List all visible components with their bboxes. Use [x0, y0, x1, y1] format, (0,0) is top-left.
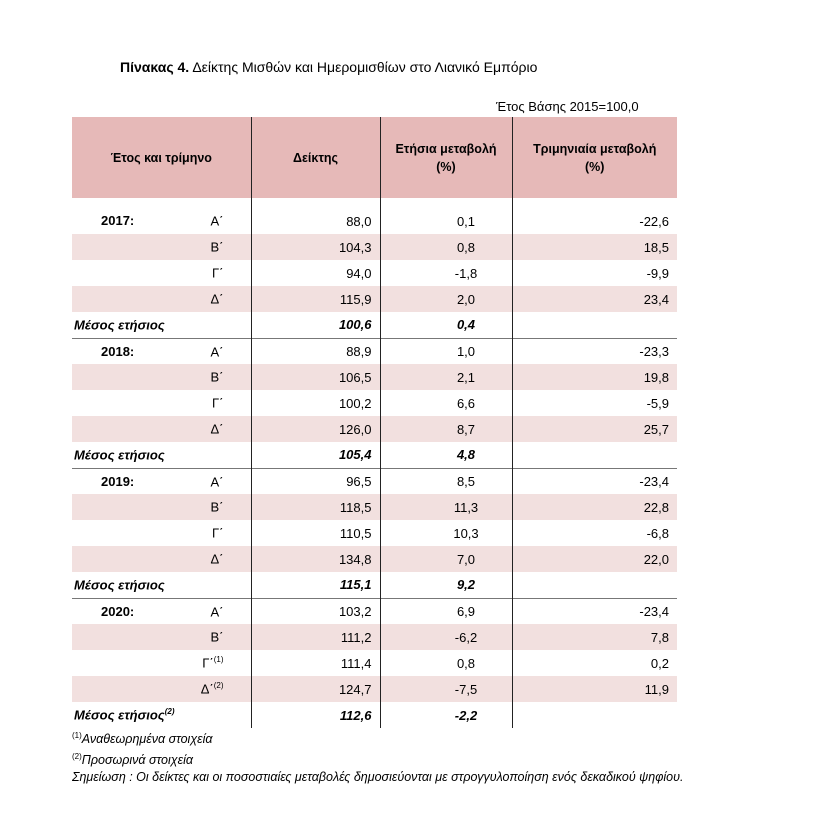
annual-change-cell: -7,5: [380, 676, 512, 702]
avg-index-cell: 100,6: [251, 312, 380, 338]
index-cell: 88,0: [251, 208, 380, 234]
quarter-label: [210, 421, 223, 436]
quarterly-change-cell: 0,2: [512, 650, 677, 676]
quarter-text: Α΄: [210, 603, 224, 619]
year-quarter-wrap: [80, 655, 243, 670]
index-cell: 104,3: [251, 234, 380, 260]
footnote-provisional: [72, 748, 683, 769]
quarter-text: Α΄: [210, 213, 224, 229]
year-quarter-wrap: [80, 369, 243, 384]
annual-average-footnote: (2): [164, 707, 175, 717]
annual-change-cell: 0,1: [380, 208, 512, 234]
annual-change-cell: 2,0: [380, 286, 512, 312]
table-row: [72, 494, 677, 520]
table-title: [120, 59, 537, 75]
footnote-revised-marker: (1): [72, 731, 82, 740]
header-quarterly-change-line1: Τριμηνιαία μεταβολή: [533, 141, 657, 156]
annual-change-cell: 0,8: [380, 234, 512, 260]
year-quarter-wrap: [80, 265, 243, 280]
quarterly-change-cell: 23,4: [512, 286, 677, 312]
quarterly-change-cell: -23,4: [512, 598, 677, 624]
annual-average-text: Μέσος ετήσιος: [74, 577, 165, 593]
year-label: 2018:: [101, 343, 135, 359]
avg-index-cell: 115,1: [251, 572, 380, 598]
quarterly-change-cell: -23,4: [512, 468, 677, 494]
index-cell: 134,8: [251, 546, 380, 572]
index-cell: 111,2: [251, 624, 380, 650]
quarter-label: [211, 604, 224, 619]
annual-change-cell: -6,2: [380, 624, 512, 650]
annual-change-cell: 6,6: [380, 390, 512, 416]
year-quarter-cell: [72, 234, 251, 260]
index-cell: 100,2: [251, 390, 380, 416]
quarterly-change-cell: -23,3: [512, 338, 677, 364]
year-quarter-wrap: [80, 213, 243, 228]
avg-annual-change-cell: -2,2: [380, 702, 512, 728]
quarter-text: Δ΄: [210, 291, 224, 307]
year-quarter-wrap: [80, 421, 243, 436]
quarterly-change-cell: 19,8: [512, 364, 677, 390]
rounding-note: Σημείωση : Οι δείκτες και οι ποσοστιαίες μεταβολές δημοσιεύονται με στρογγυλοποίηση ενός δεκαδικού ψηφίου.: [72, 770, 684, 785]
table-row: [72, 338, 677, 364]
year-quarter-cell: [72, 468, 251, 494]
quarterly-change-cell: 22,0: [512, 546, 677, 572]
table-row: [72, 624, 677, 650]
quarter-label: [212, 265, 224, 280]
annual-change-cell: 6,9: [380, 598, 512, 624]
table-row: [72, 520, 677, 546]
year-quarter-wrap: [80, 629, 243, 644]
quarter-text: Β΄: [210, 629, 224, 645]
annual-change-cell: 7,0: [380, 546, 512, 572]
annual-average-row: [72, 702, 677, 728]
year-quarter-cell: [72, 364, 251, 390]
annual-average-text: Μέσος ετήσιος: [74, 707, 165, 723]
table-caption: Δείκτης Μισθών και Ημερομισθίων στο Λιανικό Εμπόριο: [192, 59, 538, 75]
quarterly-change-cell: -6,8: [512, 520, 677, 546]
quarter-text: Β΄: [210, 369, 224, 385]
year-quarter-wrap: [80, 291, 243, 306]
table-row: [72, 208, 677, 234]
header-index: Δείκτης: [251, 117, 380, 198]
quarter-label: [211, 213, 224, 228]
quarter-label: [201, 681, 224, 696]
table-row: [72, 364, 677, 390]
footnote-revised: [72, 727, 683, 748]
year-quarter-cell: [72, 520, 251, 546]
header-annual-change: [380, 117, 512, 198]
table-row: [72, 390, 677, 416]
year-label: 2020:: [101, 603, 135, 619]
footnote-provisional-marker: (2): [72, 752, 82, 762]
year-quarter-wrap: [80, 239, 243, 254]
header-quarterly-change-line2: (%): [585, 159, 605, 174]
footnotes: [72, 727, 683, 786]
quarter-text: Δ΄: [210, 551, 224, 567]
year-quarter-cell: [72, 598, 251, 624]
quarter-text: Γ΄: [212, 525, 224, 541]
year-quarter-wrap: [80, 604, 243, 619]
quarter-label: [211, 474, 224, 489]
avg-annual-change-cell: 4,8: [380, 442, 512, 468]
header-quarterly-change: [512, 117, 677, 198]
year-quarter-wrap: [80, 474, 243, 489]
avg-annual-change-cell: 0,4: [380, 312, 512, 338]
avg-index-cell: 105,4: [251, 442, 380, 468]
quarter-text: Α΄: [210, 473, 224, 489]
quarter-label: [211, 344, 224, 359]
quarter-text: Δ΄: [210, 421, 224, 437]
footnote-revised-text: Αναθεωρημένα στοιχεία: [81, 732, 213, 747]
index-cell: 103,2: [251, 598, 380, 624]
quarterly-change-cell: -9,9: [512, 260, 677, 286]
year-quarter-wrap: [80, 525, 243, 540]
annual-average-label: [72, 572, 251, 598]
quarterly-change-cell: 7,8: [512, 624, 677, 650]
year-quarter-wrap: [80, 344, 243, 359]
year-quarter-wrap: [80, 551, 243, 566]
quarterly-change-cell: -5,9: [512, 390, 677, 416]
index-cell: 118,5: [251, 494, 380, 520]
table-row: [72, 546, 677, 572]
quarter-label: [211, 629, 224, 644]
index-cell: 106,5: [251, 364, 380, 390]
table-body: [72, 198, 677, 728]
index-cell: 126,0: [251, 416, 380, 442]
index-cell: 110,5: [251, 520, 380, 546]
annual-average-row: [72, 312, 677, 338]
wage-index-table: [72, 117, 677, 728]
annual-average-text: Μέσος ετήσιος: [74, 317, 165, 333]
table-number: Πίνακας 4.: [120, 59, 190, 75]
avg-quarterly-change-cell: [512, 312, 677, 338]
year-quarter-cell: [72, 338, 251, 364]
year-quarter-cell: [72, 650, 251, 676]
annual-change-cell: 11,3: [380, 494, 512, 520]
quarter-text: Γ΄: [212, 395, 224, 411]
annual-average-row: [72, 572, 677, 598]
index-cell: 94,0: [251, 260, 380, 286]
avg-quarterly-change-cell: [512, 442, 677, 468]
header-annual-change-line1: Ετήσια μεταβολή: [395, 141, 497, 156]
year-quarter-cell: [72, 390, 251, 416]
year-quarter-wrap: [80, 395, 243, 410]
quarter-label: [211, 499, 224, 514]
avg-quarterly-change-cell: [512, 702, 677, 728]
quarter-label: [210, 551, 223, 566]
table-row: [72, 286, 677, 312]
quarter-text: Β΄: [210, 499, 224, 515]
index-cell: 115,9: [251, 286, 380, 312]
annual-change-cell: 2,1: [380, 364, 512, 390]
quarter-text: Γ΄: [202, 655, 214, 671]
table-row: [72, 676, 677, 702]
quarter-text: Γ΄: [212, 265, 224, 281]
index-cell: 88,9: [251, 338, 380, 364]
quarter-label: [211, 239, 224, 254]
annual-average-label: [72, 312, 251, 338]
quarterly-change-cell: -22,6: [512, 208, 677, 234]
avg-annual-change-cell: 9,2: [380, 572, 512, 598]
annual-average-label: [72, 702, 251, 728]
spacer-row: [72, 198, 677, 208]
quarter-label: [202, 655, 223, 670]
year-quarter-cell: [72, 676, 251, 702]
quarterly-change-cell: 18,5: [512, 234, 677, 260]
year-quarter-cell: [72, 286, 251, 312]
annual-change-cell: 0,8: [380, 650, 512, 676]
table-row: [72, 260, 677, 286]
annual-average-row: [72, 442, 677, 468]
annual-change-cell: 1,0: [380, 338, 512, 364]
header-annual-change-line2: (%): [436, 159, 456, 174]
table-row: [72, 468, 677, 494]
year-label: 2019:: [101, 473, 135, 489]
quarter-label: [211, 369, 224, 384]
annual-change-cell: 10,3: [380, 520, 512, 546]
quarter-label: [210, 291, 223, 306]
year-quarter-wrap: [80, 681, 243, 696]
avg-index-cell: 112,6: [251, 702, 380, 728]
year-quarter-cell: [72, 208, 251, 234]
quarterly-change-cell: 25,7: [512, 416, 677, 442]
annual-average-label: [72, 442, 251, 468]
quarter-label: [212, 395, 224, 410]
quarterly-change-cell: 11,9: [512, 676, 677, 702]
quarterly-change-cell: 22,8: [512, 494, 677, 520]
annual-average-text: Μέσος ετήσιος: [74, 447, 165, 463]
index-cell: 96,5: [251, 468, 380, 494]
header-row: [72, 117, 677, 198]
header-year-quarter: Έτος και τρίμηνο: [72, 117, 251, 198]
annual-change-cell: 8,5: [380, 468, 512, 494]
quarter-text: Δ΄: [200, 681, 214, 697]
footnote-provisional-text: Προσωρινά στοιχεία: [81, 753, 193, 768]
base-year-note: Έτος Βάσης 2015=100,0: [496, 99, 639, 114]
year-quarter-cell: [72, 624, 251, 650]
year-quarter-cell: [72, 494, 251, 520]
year-quarter-wrap: [80, 499, 243, 514]
quarter-text: Β΄: [210, 239, 224, 255]
index-cell: 124,7: [251, 676, 380, 702]
table-row: [72, 598, 677, 624]
year-quarter-cell: [72, 260, 251, 286]
quarter-text: Α΄: [210, 343, 224, 359]
annual-change-cell: 8,7: [380, 416, 512, 442]
index-cell: 111,4: [251, 650, 380, 676]
year-quarter-cell: [72, 546, 251, 572]
quarter-footnote: (1): [213, 655, 224, 665]
table-row: [72, 650, 677, 676]
year-label: 2017:: [101, 213, 135, 229]
year-quarter-cell: [72, 416, 251, 442]
annual-change-cell: -1,8: [380, 260, 512, 286]
table-row: [72, 234, 677, 260]
table-row: [72, 416, 677, 442]
quarter-label: [212, 525, 224, 540]
avg-quarterly-change-cell: [512, 572, 677, 598]
quarter-footnote: (2): [213, 681, 224, 691]
